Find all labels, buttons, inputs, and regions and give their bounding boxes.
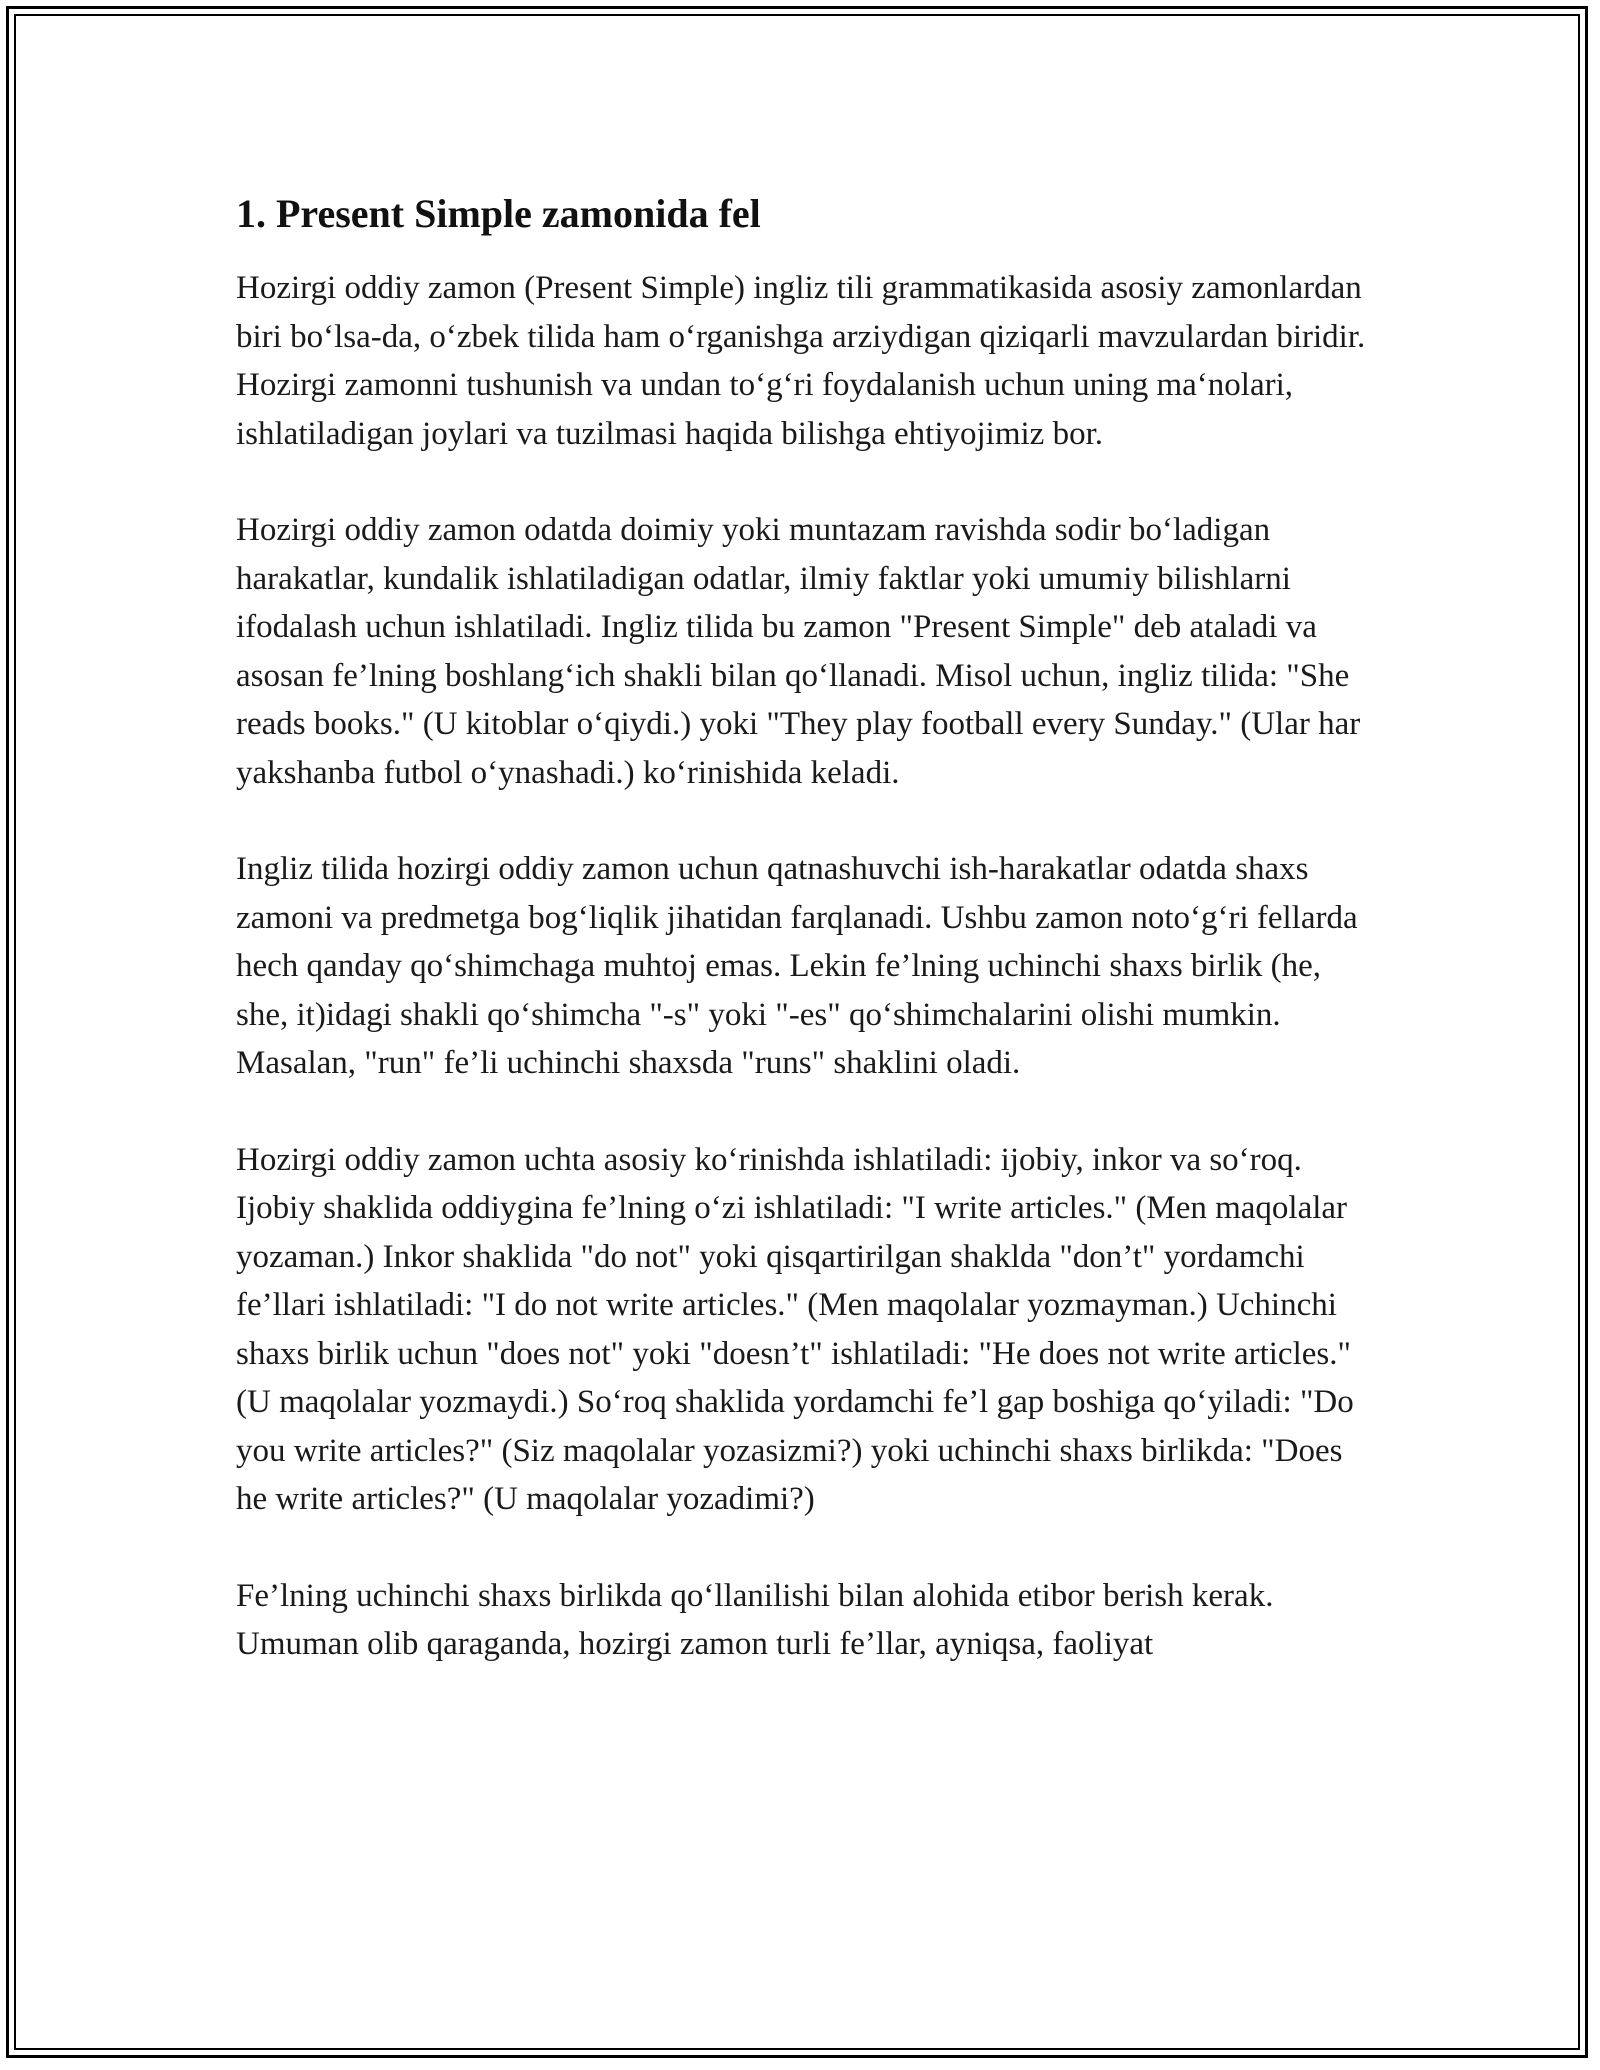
document-title: 1. Present Simple zamonida fel [236,191,761,236]
paragraph-2: Hozirgi oddiy zamon odatda doimiy yoki muntazam ravishda sodir bo‘ladigan harakatlar, kundalik ishlatiladigan odatlar, ilmiy faktlar yoki umumiy bilishlarni ifodalash uchun ishlatiladi. Ingliz tilida bu zamon "Present Simple" deb ataladi va asosan fe’lning boshlang‘ich shakli bilan qo‘llanadi. Misol uchun, ingliz tilida: "She reads books." (U kitoblar o‘qiydi.) yoki "They play football every Sunday." (Ular har yakshanba futbol o‘ynashadi.) ko‘rinishida keladi. [236,512,1361,791]
paragraph-5: Fe’lning uchinchi shaxs birlikda qo‘llanilishi bilan alohida etibor berish kerak. Umuman olib qaraganda, hozirgi zamon turli fe’llar, ayniqsa, faoliyat [236,1577,1274,1662]
paragraph-4: Hozirgi oddiy zamon uchta asosiy ko‘rinishda ishlatiladi: ijobiy, inkor va so‘roq. Ijobiy shaklida oddiygina fe’lning o‘zi ishlatiladi: "I write articles." (Men maqolalar yozaman.) Inkor shaklida "do not" yoki qisqartirilgan shaklda "don’t" yordamchi fe’llari ishlatiladi: "I do not write articles." (Men maqolalar yozmayman.) Uchinchi shaxs birlik uchun "does not" yoki "doesn’t" ishlatiladi: "He does not write articles." (U maqolalar yozmaydi.) So‘roq shaklida yordamchi fe’l gap boshiga qo‘yiladi: "Do you write articles?" (Siz maqolalar yozasizmi?) yoki uchinchi shaxs birlikda: "Does he write articles?" (U maqolalar yozadimi?) [236,1141,1354,1517]
paragraph-1: Hozirgi oddiy zamon (Present Simple) ingliz tili grammatikasida asosiy zamonlardan biri bo‘lsa-da, o‘zbek tilida ham o‘rganishga arziydigan qiziqarli mavzulardan biridir. Hozirgi zamonni tushunish va undan to‘g‘ri foydalanish uchun uning ma‘nolari, ishlatiladigan joylari va tuzilmasi haqida bilishga ehtiyojimiz bor. [236,270,1366,452]
paragraph-3: Ingliz tilida hozirgi oddiy zamon uchun qatnashuvchi ish-harakatlar odatda shaxs zamoni va predmetga bog‘liqlik jihatidan farqlanadi. Ushbu zamon noto‘g‘ri fellarda hech qanday qo‘shimchaga muhtoj emas. Lekin fe’lning uchinchi shaxs birlik (he, she, it)idagi shakli qo‘shimcha "-s" yoki "-es" qo‘shimchalarini olishi mumkin. Masalan, "run" fe’li uchinchi shaxsda "runs" shaklini oladi. [236,851,1358,1081]
document-body [236,186,1376,1717]
